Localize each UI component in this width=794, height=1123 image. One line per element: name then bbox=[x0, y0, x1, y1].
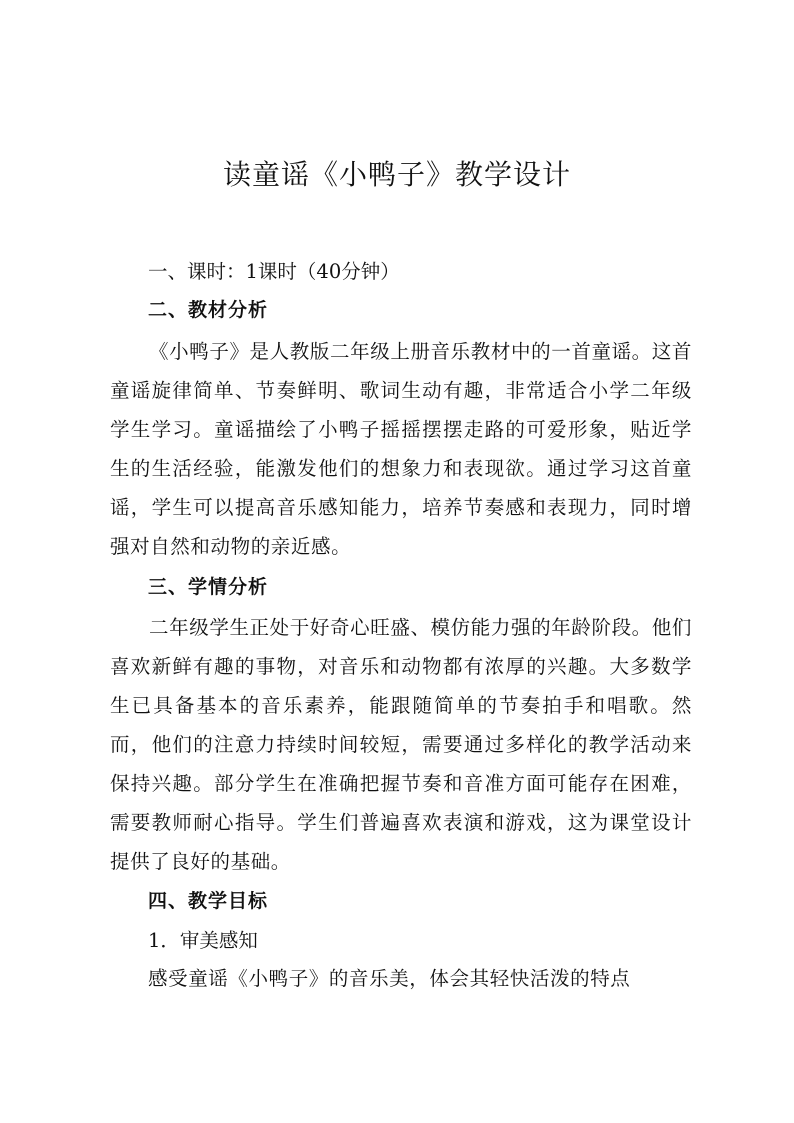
section-lesson-hours: 一、课时：1课时（40分钟） bbox=[148, 260, 400, 283]
paragraph-textbook-analysis: 《小鸭子》是人教版二年级上册音乐教材中的一首童谣。这首童谣旋律简单、节奏鲜明、歌词生动有趣，非常适合小学二年级学生学习。童谣描绘了小鸭子摇摇摆摆走路的可爱形象，贴近学生的生活经验，能激发他们的想象力和表现欲。通过学习这首童谣，学生可以提高音乐感知能力，培养节奏感和表现力，同时增强对自然和动物的亲近感。 bbox=[110, 340, 692, 558]
section-heading-textbook-analysis: 二、教材分析 bbox=[148, 299, 269, 321]
document-title: 读童谣《小鸭子》教学设计 bbox=[222, 158, 571, 191]
section-heading-student-analysis: 三、学情分析 bbox=[148, 576, 269, 598]
paragraph-student-analysis: 二年级学生正处于好奇心旺盛、模仿能力强的年龄阶段。他们喜欢新鲜有趣的事物，对音乐和动物都有浓厚的兴趣。大多数学生已具备基本的音乐素养，能跟随简单的节奏拍手和唱歌。然而，他们的注意力持续时间较短，需要通过多样化的教学活动来保持兴趣。部分学生在准确把握节奏和音准方面可能存在困难，需要教师耐心指导。学生们普遍喜欢表演和游戏，这为课堂设计提供了良好的基础。 bbox=[110, 616, 692, 873]
section-heading-teaching-goals: 四、教学目标 bbox=[148, 890, 269, 912]
paragraph-aesthetic-perception: 感受童谣《小鸭子》的音乐美，体会其轻快活泼的特点 bbox=[148, 967, 631, 990]
subheading-aesthetic-perception: 1．审美感知 bbox=[148, 929, 258, 952]
